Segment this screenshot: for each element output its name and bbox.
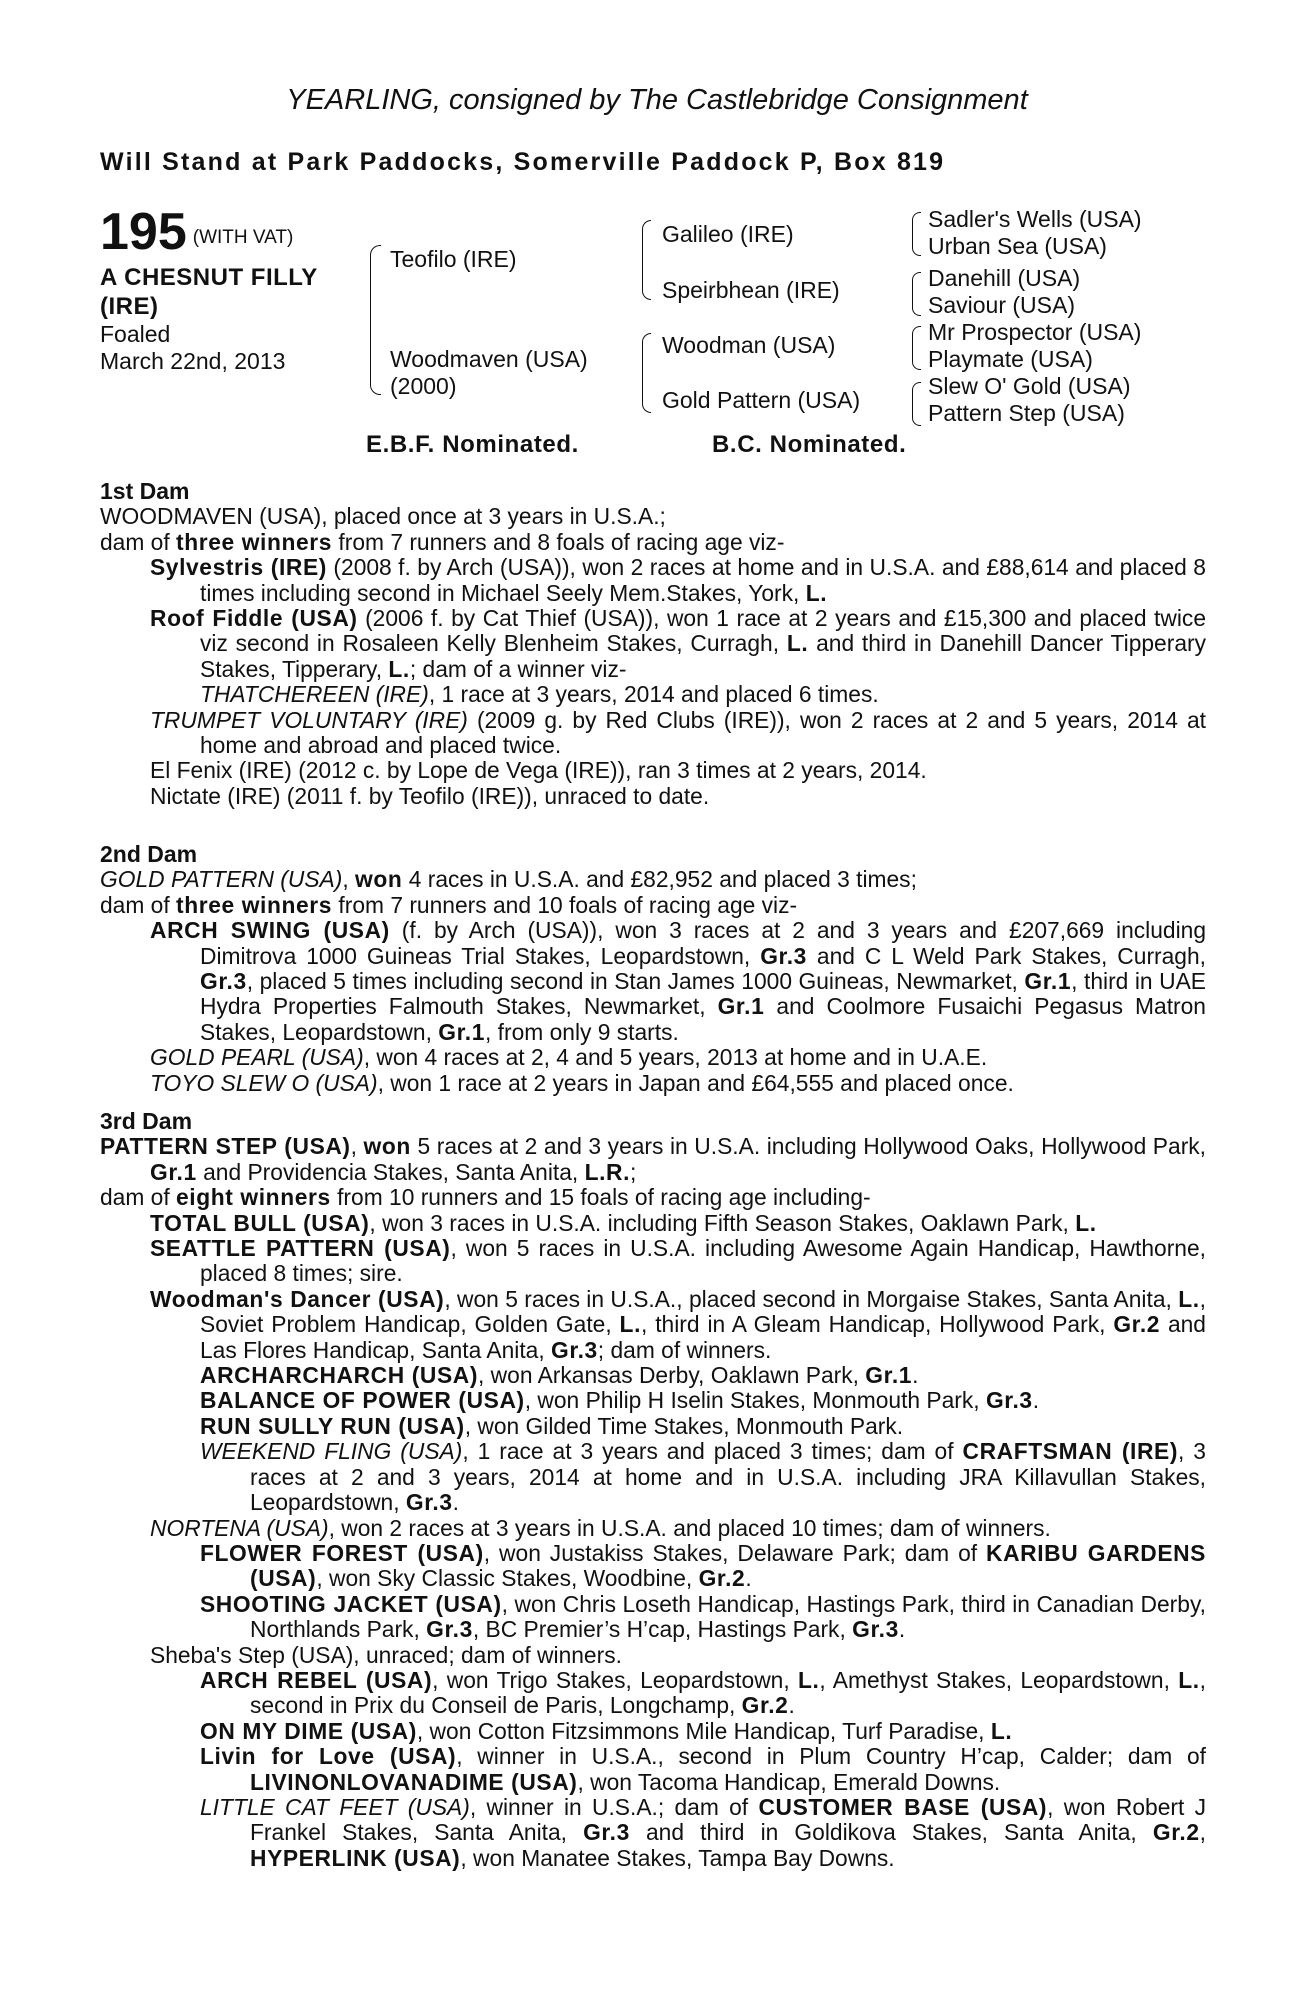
pedigree-brace-g4 — [912, 382, 921, 426]
vat-label: (WITH VAT) — [192, 227, 294, 248]
pedigree-brace-dam-parents — [642, 333, 651, 413]
pedigree-dam: Woodmaven (USA) — [390, 346, 588, 372]
pedigree-dam-year: (2000) — [390, 373, 457, 399]
lot-number: 195 — [100, 203, 187, 261]
pedigree-g3-4: Saviour (USA) — [928, 292, 1075, 318]
pedigree-g3-2: Urban Sea (USA) — [928, 233, 1107, 259]
third-dam-line: PATTERN STEP (USA), won 5 races at 2 and 3 years in U.S.A. including Hollywood Oaks, Hollywood Park, Gr.1 and Providencia Stakes, Santa Anita, L.R.; — [100, 1133, 1207, 1185]
produce-gold-pearl: GOLD PEARL (USA), won 4 races at 2, 4 and 5 years, 2013 at home and in U.A.E. — [150, 1044, 988, 1071]
pedigree-brace-sire-dam — [370, 245, 381, 395]
pedigree-brace-g1 — [912, 212, 921, 256]
produce-toyo-slew-o: TOYO SLEW O (USA), won 1 race at 2 years in Japan and £64,555 and placed once. — [150, 1069, 1014, 1096]
pedigree-g3-3: Danehill (USA) — [928, 265, 1081, 291]
second-dam-title: 2nd Dam — [100, 841, 198, 867]
pedigree-brace-sire-parents — [642, 220, 651, 300]
ebf-nominated: E.B.F. Nominated. — [366, 431, 579, 458]
second-dam-produce-summary: dam of three winners from 7 runners and 10 foals of racing age viz- — [100, 891, 798, 918]
produce-seattle-pattern: SEATTLE PATTERN (USA), won 5 races in U.S.A. including Awesome Again Handicap, Hawthorne, placed 8 times; sire. — [150, 1235, 1206, 1287]
produce-weekend-fling: WEEKEND FLING (USA), 1 race at 3 years and placed 3 times; dam of CRAFTSMAN (IRE), 3 races at 2 and 3 years, 2014 at home and in U.S.A. including JRA Killavullan Stakes, Leopardstown, Gr.3. — [200, 1438, 1206, 1516]
foaled-date: March 22nd, 2013 — [100, 348, 286, 374]
produce-roof-fiddle: Roof Fiddle (USA) (2006 f. by Cat Thief (USA)), won 1 race at 2 years and £15,300 and placed twice viz second in Rosaleen Kelly Blenheim Stakes, Curragh, L. and third in Danehill Dancer Tipperary Stakes, Tipperary, L.; dam of a winner viz- THATCHEREEN (IRE), 1 race at 3 years, 2014 and placed 6 times. — [150, 605, 1206, 708]
produce-livin-for-love: Livin for Love (USA), winner in U.S.A., second in Plum Country H’cap, Calder; dam of LIVINONLOVANADIME (USA), won Tacoma Handicap, Emerald Downs. — [200, 1743, 1207, 1795]
pedigree-g3-7: Slew O' Gold (USA) — [928, 373, 1131, 399]
lot-number-line — [100, 205, 380, 259]
pedigree-g3-1: Sadler's Wells (USA) — [928, 206, 1142, 232]
lot-block — [100, 205, 380, 375]
pedigree-sire-dam: Speirbhean (IRE) — [662, 277, 840, 303]
first-dam-line: WOODMAVEN (USA), placed once at 3 years in U.S.A.; — [100, 503, 666, 530]
produce-flower-forest: FLOWER FOREST (USA), won Justakiss Stakes, Delaware Park; dam of KARIBU GARDENS (USA), won Sky Classic Stakes, Woodbine, Gr.2. — [200, 1539, 1206, 1592]
consignment-heading: YEARLING, consigned by The Castlebridge Consignment — [286, 84, 1028, 116]
produce-sylvestris: Sylvestris (IRE) (2008 f. by Arch (USA)), won 2 races at home and in U.S.A. and £88,614 and placed 8 times including second in Michael Seely Mem.Stakes, York, L. — [150, 554, 1206, 606]
produce-trumpet-voluntary: TRUMPET VOLUNTARY (IRE) (2009 g. by Red Clubs (IRE)), won 2 races at 2 and 5 years, 2014 at home and abroad and placed twice. — [150, 706, 1207, 759]
produce-on-my-dime: ON MY DIME (USA), won Cotton Fitzsimmons Mile Handicap, Turf Paradise, L. — [200, 1717, 1013, 1744]
lot-name-line2: (IRE) — [100, 293, 159, 320]
pedigree-sire-sire: Galileo (IRE) — [662, 221, 794, 247]
lot-name-line1: A CHESNUT FILLY — [100, 264, 318, 291]
first-dam-produce-summary: dam of three winners from 7 runners and 8 foals of racing age viz- — [100, 528, 785, 555]
produce-arch-rebel: ARCH REBEL (USA), won Trigo Stakes, Leopardstown, L., Amethyst Stakes, Leopardstown, L., second in Prix du Conseil de Paris, Longchamp, Gr.2. — [200, 1666, 1206, 1719]
produce-shooting-jacket: SHOOTING JACKET (USA), won Chris Loseth Handicap, Hastings Park, third in Canadian Derby, Northlands Park, Gr.3, BC Premier’s H’cap, Hastings Park, Gr.3. — [200, 1590, 1206, 1643]
produce-arch-swing: ARCH SWING (USA) (f. by Arch (USA)), won 3 races at 2 and 3 years and £207,669 including Dimitrova 1000 Guineas Trial Stakes, Leopardstown, Gr.3 and C L Weld Park Stakes, Curragh, Gr.3, placed 5 times including second in Stan James 1000 Guineas, Newmarket, Gr.1, third in UAE Hydra Properties Falmouth Stakes, Newmarket, Gr.1 and Coolmore Fusaichi Pegasus Matron Stakes, Leopardstown, Gr.1, from only 9 starts. — [150, 917, 1206, 1045]
pedigree-brace-g3 — [912, 326, 921, 370]
pedigree-g3-5: Mr Prospector (USA) — [928, 319, 1142, 345]
pedigree-dam-dam: Gold Pattern (USA) — [662, 387, 861, 413]
produce-nortena: NORTENA (USA), won 2 races at 3 years in U.S.A. and placed 10 times; dam of winners. — [150, 1514, 1051, 1541]
second-dam-line: GOLD PATTERN (USA), won 4 races in U.S.A. and £82,952 and placed 3 times; — [100, 866, 917, 893]
produce-total-bull: TOTAL BULL (USA), won 3 races in U.S.A. including Fifth Season Stakes, Oaklawn Park, L. — [150, 1209, 1097, 1236]
stand-location: Will Stand at Park Paddocks, Somerville Paddock P, Box 819 — [100, 148, 946, 176]
pedigree-dam-sire: Woodman (USA) — [662, 332, 836, 358]
pedigree-brace-g2 — [912, 272, 921, 316]
third-dam-title: 3rd Dam — [100, 1108, 193, 1134]
produce-woodmans-dancer: Woodman's Dancer (USA), won 5 races in U.S.A., placed second in Morgaise Stakes, Santa Anita, L., Soviet Problem Handicap, Golden Gate, L., third in A Gleam Handicap, Hollywood Park, Gr.2 and Las Flores Handicap, Santa Anita, Gr.3; dam of winners. — [150, 1285, 1206, 1363]
third-dam-section — [100, 1109, 1206, 1871]
foaled-label: Foaled — [100, 321, 171, 347]
produce-nictate: Nictate (IRE) (2011 f. by Teofilo (IRE)), unraced to date. — [150, 782, 710, 809]
produce-shebas-step: Sheba's Step (USA), unraced; dam of winners. — [150, 1641, 622, 1668]
first-dam-section — [100, 479, 1206, 809]
produce-little-cat-feet: LITTLE CAT FEET (USA), winner in U.S.A.; dam of CUSTOMER BASE (USA), won Robert J Frankel Stakes, Santa Anita, Gr.3 and third in Goldikova Stakes, Santa Anita, Gr.2, HYPERLINK (USA), won Manatee Stakes, Tampa Bay Downs. — [200, 1793, 1206, 1871]
second-dam-section — [100, 842, 1206, 1096]
pedigree-g3-6: Playmate (USA) — [928, 346, 1093, 372]
pedigree-sire: Teofilo (IRE) — [390, 246, 517, 272]
first-dam-title: 1st Dam — [100, 478, 190, 504]
bc-nominated: B.C. Nominated. — [712, 431, 907, 458]
produce-run-sully-run: RUN SULLY RUN (USA), won Gilded Time Stakes, Monmouth Park. — [200, 1412, 904, 1439]
third-dam-produce-summary: dam of eight winners from 10 runners and 15 foals of racing age including- — [100, 1184, 871, 1211]
produce-el-fenix: El Fenix (IRE) (2012 c. by Lope de Vega (IRE)), ran 3 times at 2 years, 2014. — [150, 757, 927, 784]
produce-archarcharch: ARCHARCHARCH (USA), won Arkansas Derby, Oaklawn Park, Gr.1. — [200, 1362, 919, 1389]
produce-balance-of-power: BALANCE OF POWER (USA), won Philip H Iselin Stakes, Monmouth Park, Gr.3. — [200, 1387, 1040, 1414]
pedigree-g3-8: Pattern Step (USA) — [928, 400, 1125, 426]
